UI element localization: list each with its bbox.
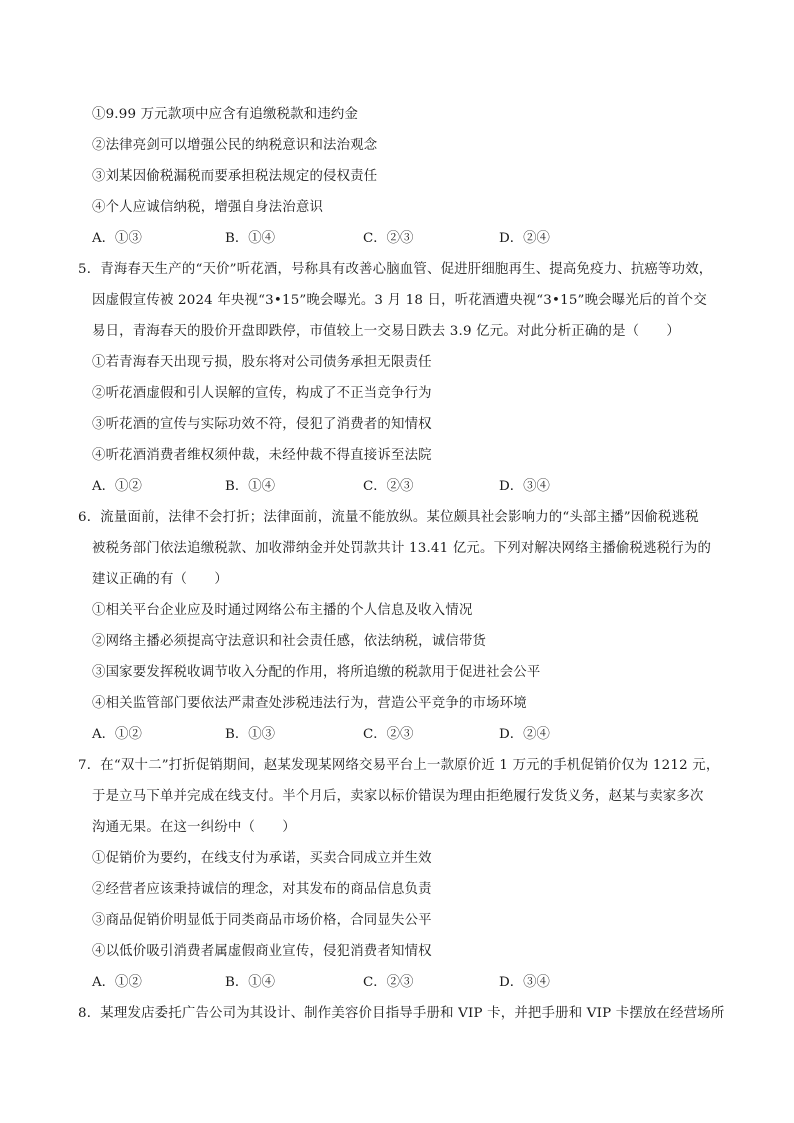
q6-option-c: C．②③: [363, 727, 414, 742]
q6-stem-line-3: 建议正确的有（ ）: [92, 572, 228, 587]
q4-statement-2: ②法律亮剑可以增强公民的纳税意识和法治观念: [92, 138, 378, 153]
q6-statement-4: ④相关监管部门要依法严肃查处涉税违法行为，营造公平竞争的市场环境: [92, 696, 527, 711]
q5-stem-line-1: 5．青海春天生产的“天价”听花酒，号称具有改善心脑血管、促进肝细胞再生、提高免疫力、抗癌等功效，: [78, 262, 713, 277]
q5-statement-3: ③听花酒的宣传与实际功效不符，侵犯了消费者的知情权: [92, 417, 432, 432]
q6-statement-1: ①相关平台企业应及时通过网络公布主播的个人信息及收入情况: [92, 603, 473, 618]
q6-stem-line-2: 被税务部门依法追缴税款、加收滞纳金并处罚款共计 13.41 亿元。下列对解决网络主播偷税逃税行为的: [92, 541, 712, 556]
q4-option-d: D．②④: [499, 231, 550, 246]
q7-statement-2: ②经营者应该秉持诚信的理念，对其发布的商品信息负责: [92, 882, 432, 897]
q4-statement-3: ③刘某因偷税漏税而要承担税法规定的侵权责任: [92, 169, 378, 184]
q7-option-b: B．①④: [225, 975, 276, 990]
q7-statement-4: ④以低价吸引消费者属虚假商业宣传，侵犯消费者知情权: [92, 944, 432, 959]
q7-option-a: A．①②: [92, 975, 142, 990]
q5-option-d: D．③④: [499, 479, 550, 494]
q5-option-a: A．①②: [92, 479, 142, 494]
q4-option-c: C．②③: [363, 231, 414, 246]
q5-options: [92, 477, 692, 497]
q6-option-a: A．①②: [92, 727, 142, 742]
q4-option-b: B．①④: [225, 231, 276, 246]
q7-stem-line-3: 沟通无果。在这一纠纷中（ ）: [92, 820, 296, 835]
q6-option-d: D．②④: [499, 727, 550, 742]
q7-statement-3: ③商品促销价明显低于同类商品市场价格，合同显失公平: [92, 913, 432, 928]
q5-option-c: C．②③: [363, 479, 414, 494]
q4-option-a: A．①③: [92, 231, 142, 246]
q4-statement-4: ④个人应诚信纳税，增强自身法治意识: [92, 200, 324, 215]
q5-stem-line-3: 易日，青海春天的股价开盘即跌停，市值较上一交易日跌去 3.9 亿元。对此分析正确的是（ ）: [92, 324, 681, 339]
q6-options: [92, 725, 692, 745]
q7-option-c: C．②③: [363, 975, 414, 990]
q5-statement-1: ①若青海春天出现亏损，股东将对公司债务承担无限责任: [92, 355, 432, 370]
q7-statement-1: ①促销价为要约，在线支付为承诺，买卖合同成立并生效: [92, 851, 432, 866]
q6-statement-3: ③国家要发挥税收调节收入分配的作用，将所追缴的税款用于促进社会公平: [92, 665, 541, 680]
q7-options: [92, 973, 692, 993]
q6-option-b: B．①③: [225, 727, 276, 742]
q7-stem-line-2: 于是立马下单并完成在线支付。半个月后，卖家以标价错误为理由拒绝履行发货义务，赵某与卖家多次: [92, 789, 704, 804]
q8-stem-line-1: 8．某理发店委托广告公司为其设计、制作美容价目指导手册和 VIP 卡，并把手册和 VIP 卡摆放在经营场所: [78, 1006, 725, 1021]
q4-options: [92, 229, 692, 249]
q5-stem-line-2: 因虚假宣传被 2024 年央视“3•15”晚会曝光。3 月 18 日，听花酒遭央视“3•15”晚会曝光后的首个交: [92, 293, 707, 308]
q7-option-d: D．③④: [499, 975, 550, 990]
q5-statement-2: ②听花酒虚假和引人误解的宣传，构成了不正当竞争行为: [92, 386, 432, 401]
q6-stem-line-1: 6．流量面前，法律不会打折；法律面前，流量不能放纵。某位颇具社会影响力的“头部主播”因偷税逃税: [78, 510, 699, 525]
q5-option-b: B．①④: [225, 479, 276, 494]
q5-statement-4: ④听花酒消费者维权须仲裁，未经仲裁不得直接诉至法院: [92, 448, 432, 463]
q4-statement-1: ①9.99 万元款项中应含有追缴税款和违约金: [92, 107, 359, 122]
q7-stem-line-1: 7．在“双十二”打折促销期间，赵某发现某网络交易平台上一款原价近 1 万元的手机促销价仅为 1212 元，: [78, 758, 720, 773]
q6-statement-2: ②网络主播必须提高守法意识和社会责任感，依法纳税，诚信带货: [92, 634, 487, 649]
